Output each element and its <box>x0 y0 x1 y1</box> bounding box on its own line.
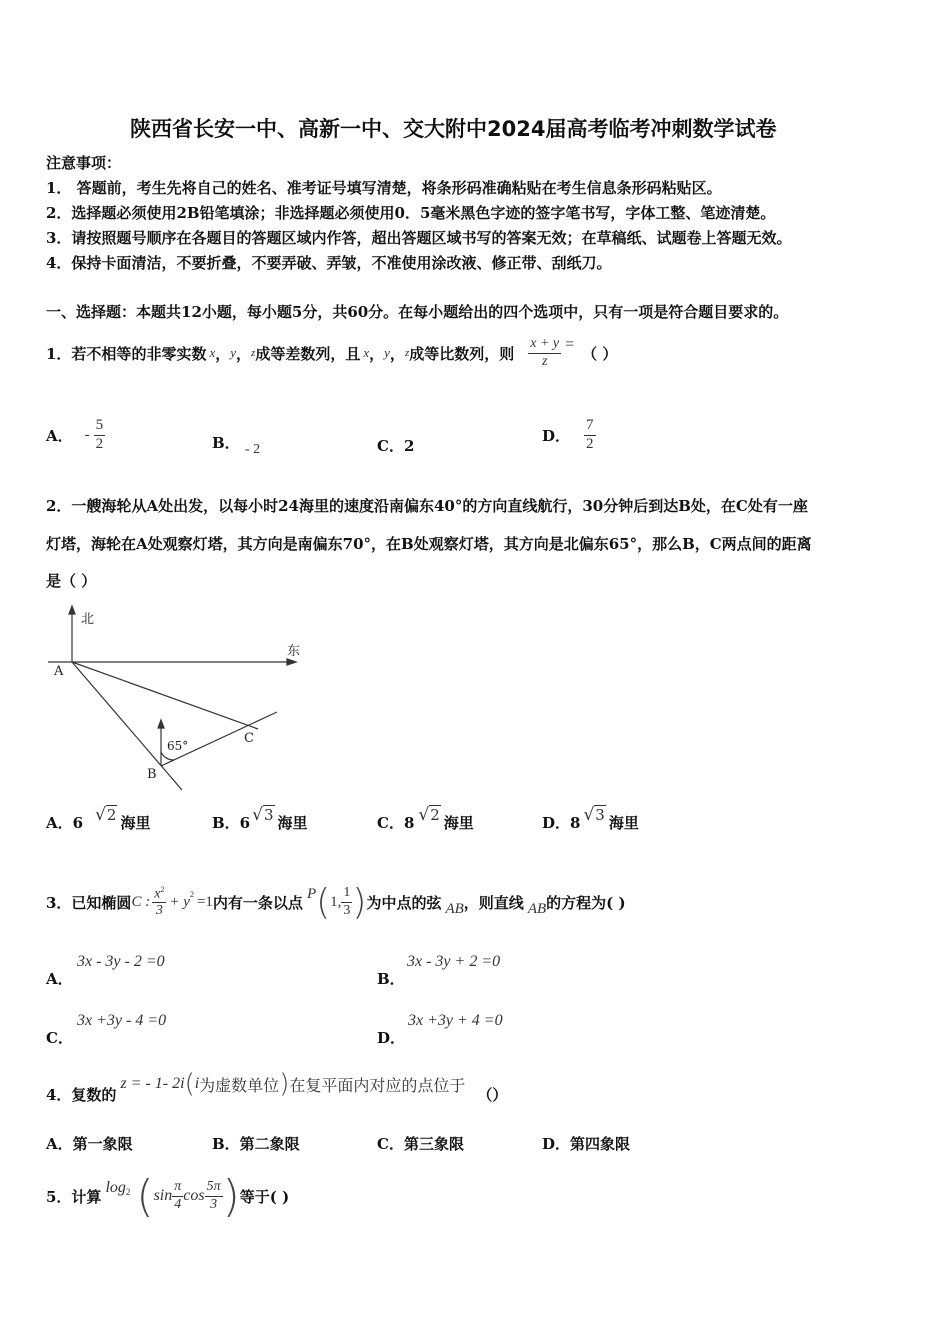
q3-point-num: 1 <box>341 885 352 902</box>
q5-text-1: 5．计算 <box>46 1187 102 1206</box>
q3-option-c-equation: 3x +3y - 4 =0 <box>77 1012 167 1029</box>
q1-option-d <box>542 412 596 458</box>
label-a: A <box>54 664 64 679</box>
q3-square: 2 <box>160 884 165 894</box>
q3-frac-den: 3 <box>155 903 163 919</box>
radical-sign: √ <box>583 804 595 825</box>
label-east: 东 <box>287 644 301 659</box>
q1-a-fraction <box>94 417 106 453</box>
option-label: B．6 <box>212 814 251 832</box>
q2-option-a <box>46 804 151 833</box>
q3-option-c-label: C． <box>46 1029 73 1047</box>
q3-point-fraction <box>341 885 352 918</box>
q4-note: 为虚数单位 <box>199 1077 280 1095</box>
east-arrow <box>287 659 296 665</box>
q3-line-ab: AB <box>527 900 547 917</box>
radical-sign: √ <box>252 804 263 825</box>
label-angle: 65° <box>167 739 189 753</box>
q4-imaginary-i: i <box>194 1075 200 1092</box>
q3-x: x <box>154 886 161 902</box>
question-4 <box>46 1068 507 1108</box>
radical-sign: √ <box>95 804 106 825</box>
q3-option-b-equation: 3x - 3y + 2 =0 <box>407 953 501 970</box>
q5-log: log <box>105 1179 126 1196</box>
question-3 <box>46 872 626 932</box>
q5-four: 4 <box>174 1196 182 1212</box>
q3-equals-one: =1 <box>196 893 213 910</box>
north-at-b-arrow <box>158 720 164 728</box>
question-1 <box>46 328 617 378</box>
q4-right-paren: ) <box>279 1069 290 1099</box>
q1-text-2: 成等差数列，且 <box>255 344 361 363</box>
q1-var-y2: y <box>384 345 390 360</box>
label-b: B <box>147 767 157 782</box>
q4-tail: 在复平面内对应的点位于 <box>289 1077 466 1095</box>
q4-option-c: C．第三象限 <box>377 1135 464 1153</box>
q3-chord-ab: AB <box>445 900 464 917</box>
q1-d-fraction <box>584 417 596 453</box>
line-ac <box>72 662 258 729</box>
q3-plus-y: + y <box>169 893 190 910</box>
radicand: 3 <box>263 805 274 824</box>
question-2-line-2: 灯塔，海轮在A处观察灯塔，其方向是南偏东70°，在B处观察灯塔，其方向是北偏东65°，那么B，C两点间的距离 <box>46 535 812 553</box>
q3-option-d-label: D． <box>377 1029 406 1047</box>
q1-var-y: y <box>230 345 237 360</box>
q5-right-paren: ) <box>222 1170 240 1222</box>
section-heading: 一、选择题：本题共12小题，每小题5分，共60分。在每小题给出的四个选项中，只有一项是符合题目要求的。 <box>46 303 789 321</box>
q3-text-1: 3．已知椭圆 <box>46 893 132 912</box>
option-label: B． <box>212 434 240 452</box>
q1-text-1: 1．若不相等的非零实数 <box>46 344 207 363</box>
q3-ellipse-fraction <box>152 885 166 920</box>
label-c: C <box>244 731 254 746</box>
q2-c-sqrt <box>418 805 440 825</box>
q4-option-d: D．第四象限 <box>542 1135 631 1153</box>
q1-comma: ， <box>369 344 385 363</box>
angle-arc <box>161 752 174 760</box>
q4-option-a: A．第一象限 <box>46 1135 133 1153</box>
q4-expression: z = - 1- 2i <box>120 1075 185 1092</box>
q1-comma: ， <box>236 344 252 363</box>
q3-option-b-label: B． <box>377 970 405 988</box>
q3-point-den: 3 <box>343 902 351 918</box>
q1-var-z: z <box>251 347 256 359</box>
q3-text-5: 的方程为( ) <box>546 893 626 912</box>
q4-text-1: 4．复数的 <box>46 1085 117 1104</box>
notice-item-3: 3．请按照题号顺序在各题目的答题区域内作答，超出答题区域书写的答案无效；在草稿纸、试题卷上答题无效。 <box>46 229 792 247</box>
radicand: 2 <box>430 805 440 824</box>
q4-left-paren: ( <box>184 1069 195 1099</box>
radicand: 3 <box>595 805 605 824</box>
q1-var-x2: x <box>363 345 370 360</box>
q1-option-c: C．2 <box>377 437 415 455</box>
q1-var-x: x <box>209 345 216 360</box>
q2-option-c <box>377 804 474 833</box>
q2-option-d <box>542 804 639 833</box>
radicand: 2 <box>106 805 117 824</box>
navigation-diagram <box>44 600 314 800</box>
q5-sin: sin <box>153 1187 173 1204</box>
q1-d-num: 7 <box>584 417 596 435</box>
q1-var-z2: z <box>404 347 410 359</box>
q5-three: 3 <box>210 1196 218 1212</box>
question-2-line-3: 是（ ） <box>46 572 97 590</box>
q4-blank: （） <box>477 1085 508 1104</box>
q3-option-d-equation: 3x +3y + 4 =0 <box>408 1012 503 1029</box>
q5-five-pi: 5π <box>205 1179 223 1196</box>
label-north: 北 <box>81 612 95 627</box>
q5-cos: cos <box>183 1187 205 1204</box>
option-label: C．8 <box>377 814 415 832</box>
q5-left-paren: ( <box>136 1170 154 1222</box>
q1-a-num: 5 <box>94 417 106 435</box>
q3-text-3: 为中点的弦 <box>366 893 442 912</box>
q1-d-den: 2 <box>586 435 594 452</box>
q3-option-a-equation: 3x - 3y - 2 =0 <box>77 953 165 970</box>
q3-square-2: 2 <box>189 889 194 899</box>
q1-b-value: - 2 <box>244 442 261 457</box>
question-5 <box>46 1166 289 1226</box>
q3-text-2: 内有一条以点 <box>212 893 303 912</box>
q1-a-den: 2 <box>95 435 104 452</box>
q3-frac-num <box>152 885 166 904</box>
q1-blank: （ ） <box>582 344 618 363</box>
q1-option-b <box>212 432 261 457</box>
q5-text-2: 等于( ) <box>239 1187 290 1206</box>
option-label: D．8 <box>542 814 581 832</box>
unit: 海里 <box>608 814 639 832</box>
unit: 海里 <box>443 814 474 832</box>
unit: 海里 <box>120 814 151 832</box>
notice-item-1: 1． 答题前，考生先将自己的姓名、准考证号填写清楚，将条形码准确粘贴在考生信息条形码粘贴区。 <box>46 179 722 197</box>
q5-log-base: 2 <box>125 1187 131 1197</box>
q2-a-sqrt <box>95 805 117 825</box>
notice-item-2: 2．选择题必须使用2B铅笔填涂；非选择题必须使用0．5毫米黑色字迹的签字笔书写，字体工整、笔迹清楚。 <box>46 204 776 222</box>
option-label: A． <box>46 426 73 445</box>
notice-heading: 注意事项： <box>46 154 122 172</box>
unit: 海里 <box>277 814 308 832</box>
radical-sign: √ <box>418 804 430 825</box>
q3-point-p: P <box>306 885 317 902</box>
option-label: A．6 <box>46 814 84 832</box>
q5-sin-fraction <box>172 1179 183 1212</box>
page-title: 陕西省长安一中、高新一中、交大附中2024届高考临考冲刺数学试卷 <box>130 117 777 141</box>
q1-frac-num: x + y <box>528 336 561 353</box>
north-arrow <box>69 606 75 614</box>
q3-ellipse-c: C : <box>131 893 151 910</box>
q5-cos-fraction <box>205 1179 223 1212</box>
q1-comma: ， <box>389 344 405 363</box>
q3-left-paren: ( <box>316 881 331 923</box>
q2-option-b <box>212 804 308 833</box>
q1-text-3: 成等比数列，则 <box>409 344 515 363</box>
q2-b-sqrt <box>252 805 274 825</box>
option-label: D． <box>542 426 571 445</box>
q5-pi: π <box>172 1179 183 1196</box>
q3-option-a-label: A． <box>46 970 73 988</box>
q1-frac-den: z <box>541 353 548 369</box>
question-2-line-1: 2．一艘海轮从A处出发，以每小时24海里的速度沿南偏东40°的方向直线航行，30分钟后到达B处，在C处有一座 <box>46 497 808 515</box>
q1-equals: = <box>565 336 575 353</box>
q3-coord-one: 1, <box>330 893 342 910</box>
notice-item-4: 4．保持卡面清洁，不要折叠，不要弄破、弄皱，不准使用涂改液、修正带、刮纸刀。 <box>46 254 612 272</box>
q1-fraction <box>528 336 561 369</box>
q3-right-paren: ) <box>352 881 367 923</box>
q1-a-sign: - <box>84 426 90 443</box>
q3-text-4: ，则直线 <box>463 893 524 912</box>
q1-comma: ， <box>215 344 231 363</box>
q2-d-sqrt <box>583 805 605 825</box>
q4-option-b: B．第二象限 <box>212 1135 300 1153</box>
q1-option-a <box>46 412 105 458</box>
